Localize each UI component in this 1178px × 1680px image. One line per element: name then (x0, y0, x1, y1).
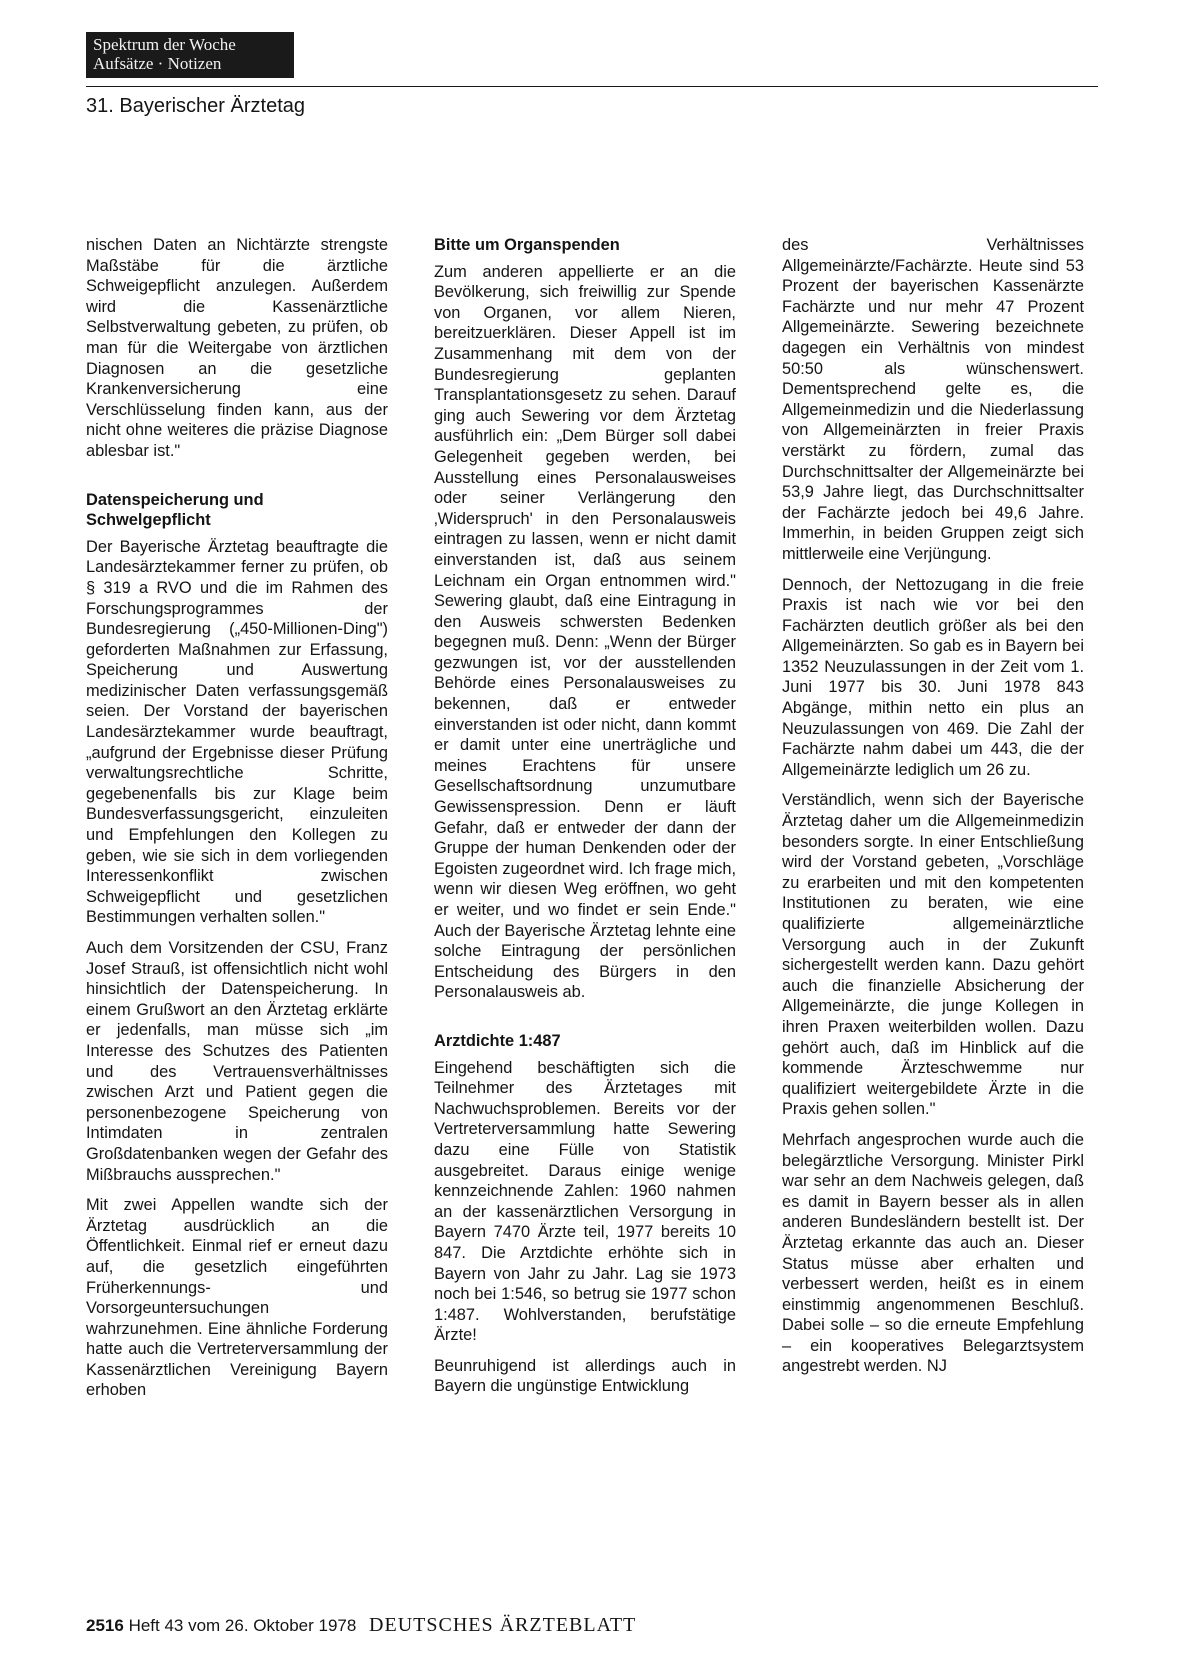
section-masthead (86, 32, 294, 78)
article-paragraph: Mit zwei Appellen wandte sich der Ärztetag ausdrücklich an die Öffentlichkeit. Einmal rief er erneut dazu auf, die gesetzlich eingeführten Früherkennungs- und Vorsorgeuntersuchungen wahrzunehmen. Eine ähnliche Forderung hatte auch die Vertreterversammlung der Kassenärztlichen Vereinigung Bayern erhoben (86, 1196, 388, 1400)
section-heading: Bitte um Organspenden (434, 236, 620, 254)
subsection-label: Aufsätze · Notizen (93, 54, 222, 73)
article-paragraph: Mehrfach angesprochen wurde auch die belegärztliche Versorgung. Minister Pirkl war sehr an dem Nachweis gelegen, daß es damit in Bayern besser als in allen anderen Bundesländern bestellt ist. Der Ärztetag erkannte das auch an. Dieser Status müsse aber erhalten und verbessert werden, heißt es in einem einstimmig angenommenen Beschluß. Dabei solle – so die erneute Empfehlung – ein kooperatives Belegarztsystem angestrebt werden. NJ (782, 1130, 1084, 1376)
article-column-2 (434, 235, 736, 1407)
header-rule (86, 86, 1098, 87)
article-paragraph: Auch dem Vorsitzenden der CSU, Franz Josef Strauß, ist offensichtlich nicht wohl hinsichtlich der Datenspeicherung. In einem Grußwort an den Ärztetag erklärte er jedenfalls, man müsse sich „im Interesse des Schutzes des Patienten und des Vertrauensverhältnisses zwischen Arzt und Patient gegen die personenbezogene Speicherung von Intimdaten in zentralen Großdatenbanken wegen der Gefahr des Mißbrauchs aussprechen." (86, 939, 388, 1184)
article-paragraph: des Verhältnisses Allgemeinärzte/Fachärzte. Heute sind 53 Prozent der bayerischen Kassenärzte Fachärzte und nur mehr 47 Prozent Allgemeinärzte. Sewering bezeichnete dagegen ein Verhältnis von mindest 50:50 als wünschenswert. Dementsprechend gelte es, die Allgemeinmedizin und die Niederlassung von Allgemeinärzten in freier Praxis verstärkt zu fördern, zumal das Durchschnittsalter der Allgemeinärzte bei 53,9 Jahre liegt, das Durchschnittsalter der Fachärzte jedoch bei 49,6 Jahre. Immerhin, in beiden Gruppen zeigt sich mittlerweile eine Verjüngung. (782, 236, 1084, 563)
article-paragraph: nischen Daten an Nichtärzte strengste Maßstäbe für die ärztliche Schweigepflicht anzulegen. Außerdem wird die Kassenärztliche Selbstverwaltung gebeten, zu prüfen, ob man für die Weitergabe von ärztlichen Diagnosen an die gesetzliche Krankenversicherung eine Verschlüsselung finden kann, aus der nicht ohne weiteres die präzise Diagnose ablesbar ist." (86, 236, 388, 460)
article-paragraph: Der Bayerische Ärztetag beauftragte die Landesärztekammer ferner zu prüfen, ob § 319 a RVO und die im Rahmen des Forschungsprogrammes der Bundesregierung („450-Millionen-Ding") geforderten Maßnahmen zur Erfassung, Speicherung und Auswertung medizinischer Daten verfassungsgemäß seien. Der Vorstand der bayerischen Landesärztekammer wurde beauftragt, „aufgrund der Ergebnisse dieser Prüfung verwaltungsrechtliche Schritte, gegebenenfalls bis zur Klage beim Bundesverfassungsgericht, einzuleiten und Empfehlungen den Kollegen zu geben, wie sie sich in dem vorliegenden Interessenkonflikt zwischen Schweigepflicht und gesetzlichen Bestimmungen verhalten sollen." (86, 537, 388, 927)
article-paragraph: Eingehend beschäftigten sich die Teilnehmer des Ärztetages mit Nachwuchsproblemen. Bereits vor der Vertreterversammlung hatte Sewering dazu eine Fülle von Statistik ausgebreitet. Daraus einige wenige kennzeichnende Zahlen: 1960 nahmen an der kassenärztlichen Versorgung in Bayern 7470 Ärzte teil, 1977 bereits 10 847. Die Arztdichte erhöhte sich in Bayern von Jahr zu Jahr. Lag sie 1973 noch bei 1:546, so betrug sie 1977 schon 1:487. Wohlverstanden, berufstätige Ärzte! (434, 1058, 736, 1345)
section-heading: Arztdichte 1:487 (434, 1031, 561, 1050)
page-number: 2516 (86, 1616, 124, 1635)
report-title: 31. Bayerischer Ärztetag (86, 95, 305, 117)
journal-name: DEUTSCHES ÄRZTEBLATT (369, 1614, 637, 1636)
article-column-3 (782, 235, 1084, 1387)
section-label: Spektrum der Woche (93, 35, 236, 54)
article-paragraph: Beunruhigend ist allerdings auch in Bayern die ungünstige Entwicklung (434, 1356, 736, 1396)
article-paragraph: Dennoch, der Nettozugang in die freie Praxis ist nach wie vor bei den Fachärzten deutlich größer als bei den Allgemeinärzten. So gab es in Bayern bei 1352 Neuzulassungen in der Zeit vom 1. Juni 1977 bis 30. Juni 1978 843 Abgänge, mithin netto ein plus an Neuzulassungen von 469. Die Zahl der Fachärzte nahm dabei um 443, die der Allgemeinärzte lediglich um 26 zu. (782, 575, 1084, 779)
section-heading: Datenspeicherung und Schwelgepflicht (86, 490, 264, 530)
issue-info: Heft 43 vom 26. Oktober 1978 (128, 1616, 357, 1635)
article-paragraph: Verständlich, wenn sich der Bayerische Ärztetag daher um die Allgemeinmedizin besonders sorgte. In einer Entschließung wird der Vorstand gebeten, „Vorschläge zu erarbeiten und mit den kompetenten Institutionen zu beraten, wie eine qualifizierte allgemeinärztliche Versorgung auch in der Zukunft sichergestellt werden kann. Dazu gehört auch die finanzielle Absicherung der Allgemeinärzte, die junge Kollegen in ihren Praxen weiterbilden wollen. Dazu gehört auch, daß im Hinblick auf die kommende Ärzteschwemme nur qualifiziert weitergebildete Ärzte in die Praxis gehen sollen." (782, 791, 1084, 1119)
article-paragraph: Zum anderen appellierte er an die Bevölkerung, sich freiwillig zur Spende von Organen, vor allem Nieren, bereitzuerklären. Dieser Appell ist im Zusammenhang mit dem von der Bundesregierung geplanten Transplantationsgesetz zu sehen. Darauf ging auch Sewering vor dem Ärztetag ausführlich ein: „Dem Bürger soll dabei Gelegenheit gegeben werden, bei Ausstellung eines Personalausweises oder seiner Verlängerung den ‚Widerspruch' in den Personalausweis eintragen zu lassen, wenn er nicht damit einverstanden ist, daß aus seinem Leichnam ein Organ entnommen wird." Sewering glaubt, daß eine Eintragung in den Ausweis schwersten Bedenken begegnen muß. Denn: „Wenn der Bürger gezwungen ist, vor der ausstellenden Behörde eines Personalausweises zu bekennen, daß er entweder einverstanden ist oder nicht, dann kommt er damit unter eine unerträgliche und meines Erachtens für unsere Gesellschaftsordnung unzumutbare Gewissenspression. Denn er läuft Gefahr, daß er entweder der dann der Gruppe der human Denkenden oder der Egoisten zugeordnet wird. Ich frage mich, wenn wir diesen Weg eröffnen, wo geht er weiter, und wo findet er sein Ende." Auch der Bayerische Ärztetag lehnte eine solche Eintragung der persönlichen Entscheidung des Bürgers in den Personalausweis ab. (434, 262, 736, 1002)
page-footer (86, 1614, 636, 1637)
article-column-1 (86, 235, 388, 1411)
